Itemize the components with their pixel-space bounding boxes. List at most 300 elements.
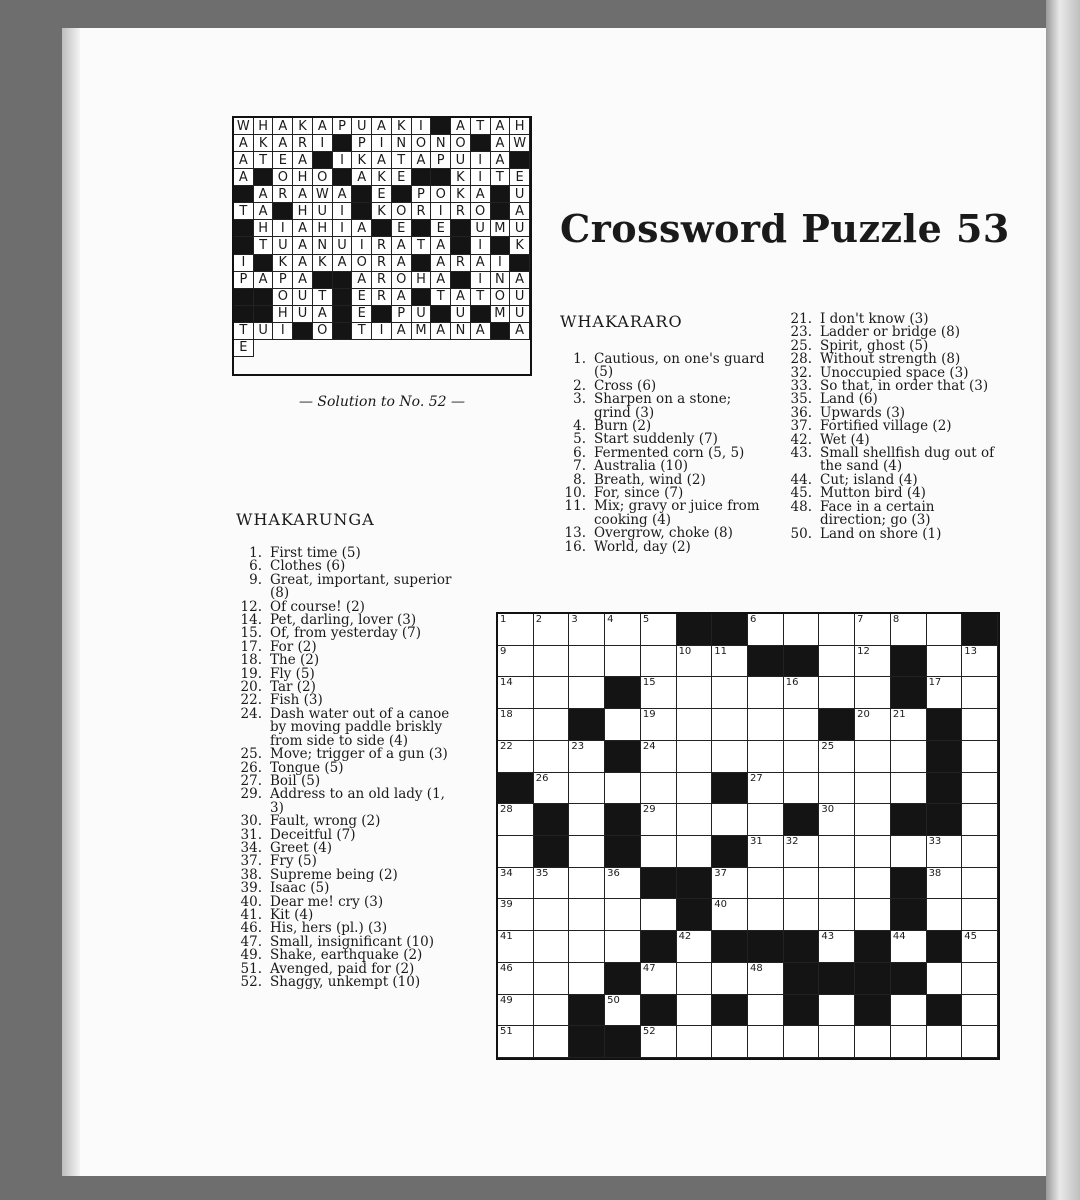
- puzzle-cell[interactable]: [819, 804, 855, 836]
- clue-number: 38: [928, 867, 942, 879]
- clue-number: 46: [500, 962, 513, 974]
- clue-text: Mix; gravy or juice from cooking (4): [594, 498, 760, 528]
- puzzle-black-cell: [569, 995, 605, 1027]
- clue-text: Fortified village (2): [820, 418, 952, 435]
- puzzle-cell[interactable]: [927, 836, 963, 868]
- puzzle-black-cell: [855, 931, 891, 963]
- puzzle-cell[interactable]: [677, 709, 713, 741]
- solution-letter-cell: T: [491, 169, 511, 186]
- clue-text: Dash water out of a canoe by moving paddle briskly from side to side (4): [270, 705, 450, 749]
- puzzle-black-cell: [677, 899, 713, 931]
- puzzle-cell[interactable]: [819, 614, 855, 646]
- solution-letter-cell: K: [313, 255, 333, 272]
- puzzle-cell[interactable]: [819, 868, 855, 900]
- puzzle-cell[interactable]: [605, 931, 641, 963]
- clue-number: 17.: [240, 638, 262, 655]
- puzzle-cell[interactable]: [677, 677, 713, 709]
- puzzle-cell[interactable]: [677, 963, 713, 995]
- solution-letter-cell: A: [412, 152, 432, 169]
- puzzle-cell[interactable]: [569, 836, 605, 868]
- puzzle-cell[interactable]: [855, 709, 891, 741]
- clue-item: [236, 866, 454, 883]
- puzzle-cell[interactable]: [498, 677, 534, 709]
- puzzle-cell[interactable]: [534, 1026, 570, 1058]
- puzzle-cell[interactable]: [712, 804, 748, 836]
- puzzle-cell[interactable]: [748, 899, 784, 931]
- puzzle-cell[interactable]: [534, 741, 570, 773]
- solution-letter-cell: P: [352, 135, 372, 152]
- puzzle-cell[interactable]: [677, 931, 713, 963]
- puzzle-cell[interactable]: [712, 741, 748, 773]
- solution-black-cell: [234, 306, 254, 323]
- solution-letter-cell: O: [491, 289, 511, 306]
- clue-number: 1.: [573, 351, 586, 367]
- puzzle-cell[interactable]: [962, 709, 998, 741]
- puzzle-black-cell: [891, 899, 927, 931]
- clue-item: [236, 839, 454, 856]
- solution-letter-cell: W: [234, 118, 254, 135]
- puzzle-cell[interactable]: [819, 931, 855, 963]
- solution-letter-cell: H: [510, 118, 530, 135]
- solution-letter-cell: H: [254, 118, 274, 135]
- puzzle-black-cell: [927, 995, 963, 1027]
- puzzle-cell[interactable]: [677, 804, 713, 836]
- clue-number: 4: [607, 614, 614, 625]
- clue-text: Dear me! cry (3): [270, 893, 384, 910]
- puzzle-cell[interactable]: [712, 868, 748, 900]
- solution-letter-cell: A: [431, 237, 451, 254]
- clue-number: 10.: [564, 485, 586, 502]
- clue-text: His, hers (pl.) (3): [270, 920, 388, 937]
- solution-letter-cell: K: [273, 255, 293, 272]
- puzzle-cell[interactable]: [748, 804, 784, 836]
- solution-letter-cell: A: [254, 203, 274, 220]
- puzzle-cell[interactable]: [748, 614, 784, 646]
- solution-letter-cell: U: [510, 289, 530, 306]
- clue-number: 15: [642, 677, 656, 689]
- puzzle-cell[interactable]: [927, 1026, 963, 1058]
- puzzle-cell[interactable]: [712, 677, 748, 709]
- puzzle-cell[interactable]: [891, 773, 927, 805]
- clue-number: 31.: [240, 826, 262, 843]
- puzzle-cell[interactable]: [534, 709, 570, 741]
- puzzle-black-cell: [819, 709, 855, 741]
- clue-number: 17: [928, 677, 942, 689]
- puzzle-cell[interactable]: [927, 646, 963, 678]
- solution-black-cell: [234, 220, 254, 237]
- puzzle-cell[interactable]: [498, 963, 534, 995]
- puzzle-cell[interactable]: [855, 773, 891, 805]
- solution-letter-cell: U: [510, 306, 530, 323]
- clue-number: 31: [750, 835, 763, 847]
- puzzle-black-cell: [498, 773, 534, 805]
- solution-letter-cell: R: [372, 272, 392, 289]
- puzzle-cell[interactable]: [962, 836, 998, 868]
- solution-letter-cell: T: [254, 237, 274, 254]
- puzzle-cell[interactable]: [748, 995, 784, 1027]
- clue-item: [786, 420, 1000, 433]
- puzzle-cell[interactable]: [641, 963, 677, 995]
- puzzle-cell[interactable]: [677, 646, 713, 678]
- puzzle-cell[interactable]: [641, 804, 677, 836]
- puzzle-cell[interactable]: [712, 709, 748, 741]
- solution-black-cell: [254, 169, 274, 186]
- solution-letter-cell: T: [471, 289, 491, 306]
- solution-letter-cell: O: [451, 135, 471, 152]
- clue-text: For (2): [270, 638, 317, 655]
- puzzle-cell[interactable]: [641, 709, 677, 741]
- puzzle-cell[interactable]: [962, 899, 998, 931]
- clue-text: Small, insignificant (10): [270, 933, 434, 950]
- puzzle-cell[interactable]: [962, 773, 998, 805]
- puzzle-black-cell: [927, 741, 963, 773]
- solution-letter-cell: T: [234, 323, 254, 340]
- page-title: Crossword Puzzle 53: [560, 206, 1010, 251]
- puzzle-cell[interactable]: [891, 1026, 927, 1058]
- puzzle-cell[interactable]: [784, 709, 820, 741]
- solution-black-cell: [372, 306, 392, 323]
- clue-item: [236, 547, 454, 560]
- clue-text: Cut; island (4): [820, 471, 918, 488]
- clue-text: Cross (6): [594, 377, 657, 394]
- clue-number: 35: [535, 867, 549, 879]
- puzzle-cell[interactable]: [855, 614, 891, 646]
- puzzle-black-cell: [927, 931, 963, 963]
- puzzle-cell[interactable]: [855, 677, 891, 709]
- solution-letter-cell: A: [392, 255, 412, 272]
- solution-letter-cell: W: [313, 186, 333, 203]
- solution-letter-cell: R: [293, 135, 313, 152]
- puzzle-cell[interactable]: [819, 741, 855, 773]
- solution-letter-cell: U: [293, 306, 313, 323]
- solution-letter-cell: O: [392, 272, 412, 289]
- clue-number: 11.: [564, 498, 586, 515]
- puzzle-cell[interactable]: [534, 899, 570, 931]
- puzzle-cell[interactable]: [498, 646, 534, 678]
- clue-text: The (2): [270, 652, 320, 669]
- puzzle-cell[interactable]: [534, 931, 570, 963]
- puzzle-cell[interactable]: [891, 614, 927, 646]
- solution-letter-cell: N: [451, 323, 471, 340]
- clue-text: Tar (2): [270, 679, 316, 696]
- puzzle-cell[interactable]: [569, 963, 605, 995]
- puzzle-cell[interactable]: [534, 868, 570, 900]
- clue-number: 28.: [790, 351, 812, 368]
- clue-number: 24: [642, 740, 656, 752]
- down-heading: WHAKARARO: [560, 312, 683, 331]
- solution-letter-cell: A: [293, 152, 313, 169]
- puzzle-black-cell: [641, 995, 677, 1027]
- puzzle-cell[interactable]: [498, 1026, 534, 1058]
- solution-letter-cell: I: [471, 272, 491, 289]
- puzzle-cell[interactable]: [641, 646, 677, 678]
- puzzle-cell[interactable]: [605, 709, 641, 741]
- clue-text: Fault, wrong (2): [270, 813, 381, 830]
- puzzle-cell[interactable]: [641, 677, 677, 709]
- puzzle-cell[interactable]: [962, 1026, 998, 1058]
- puzzle-cell[interactable]: [784, 899, 820, 931]
- puzzle-cell[interactable]: [498, 995, 534, 1027]
- solution-letter-cell: M: [491, 220, 511, 237]
- puzzle-cell[interactable]: [677, 995, 713, 1027]
- puzzle-cell[interactable]: [569, 868, 605, 900]
- puzzle-cell[interactable]: [534, 614, 570, 646]
- clue-number: 40.: [240, 893, 262, 910]
- puzzle-cell[interactable]: [569, 614, 605, 646]
- puzzle-cell[interactable]: [855, 899, 891, 931]
- clue-number: 33.: [790, 378, 812, 395]
- puzzle-black-cell: [712, 995, 748, 1027]
- puzzle-cell[interactable]: [748, 868, 784, 900]
- clue-number: 52.: [240, 974, 262, 990]
- puzzle-cell[interactable]: [498, 899, 534, 931]
- across-clues: [236, 547, 454, 989]
- puzzle-cell[interactable]: [784, 836, 820, 868]
- puzzle-cell[interactable]: [677, 773, 713, 805]
- puzzle-cell[interactable]: [855, 804, 891, 836]
- puzzle-cell[interactable]: [962, 931, 998, 963]
- puzzle-cell[interactable]: [784, 677, 820, 709]
- solution-letter-cell: K: [293, 118, 313, 135]
- puzzle-cell[interactable]: [677, 836, 713, 868]
- puzzle-cell[interactable]: [677, 741, 713, 773]
- puzzle-cell[interactable]: [962, 995, 998, 1027]
- puzzle-cell[interactable]: [891, 741, 927, 773]
- puzzle-cell[interactable]: [605, 646, 641, 678]
- clue-item: [560, 353, 772, 380]
- puzzle-cell[interactable]: [498, 614, 534, 646]
- clue-text: Shake, earthquake (2): [270, 947, 423, 964]
- puzzle-black-cell: [712, 614, 748, 646]
- clue-number: 7: [857, 614, 864, 625]
- puzzle-cell[interactable]: [927, 868, 963, 900]
- solution-letter-cell: P: [412, 186, 432, 203]
- puzzle-cell[interactable]: [641, 836, 677, 868]
- puzzle-cell[interactable]: [605, 868, 641, 900]
- solution-black-cell: [333, 169, 353, 186]
- puzzle-cell[interactable]: [605, 773, 641, 805]
- clue-item: [236, 638, 454, 655]
- puzzle-cell[interactable]: [748, 963, 784, 995]
- puzzle-cell[interactable]: [534, 677, 570, 709]
- puzzle-cell[interactable]: [641, 899, 677, 931]
- clue-number: 50.: [790, 525, 812, 542]
- solution-letter-cell: H: [254, 220, 274, 237]
- puzzle-cell[interactable]: [962, 646, 998, 678]
- puzzle-black-cell: [855, 995, 891, 1027]
- clue-text: Of course! (2): [270, 598, 365, 615]
- solution-letter-cell: K: [451, 169, 471, 186]
- solution-letter-cell: A: [234, 169, 254, 186]
- solution-letter-cell: A: [510, 203, 530, 220]
- solution-letter-cell: O: [352, 255, 372, 272]
- puzzle-black-cell: [891, 868, 927, 900]
- puzzle-cell[interactable]: [534, 646, 570, 678]
- puzzle-cell[interactable]: [819, 646, 855, 678]
- puzzle-cell[interactable]: [891, 995, 927, 1027]
- solution-black-cell: [510, 152, 530, 169]
- puzzle-cell[interactable]: [891, 931, 927, 963]
- solution-letter-cell: A: [491, 152, 511, 169]
- puzzle-cell[interactable]: [855, 868, 891, 900]
- puzzle-cell[interactable]: [784, 868, 820, 900]
- puzzle-cell[interactable]: [641, 1026, 677, 1058]
- puzzle-cell[interactable]: [498, 741, 534, 773]
- puzzle-cell[interactable]: [962, 677, 998, 709]
- puzzle-cell[interactable]: [748, 741, 784, 773]
- puzzle-cell[interactable]: [819, 836, 855, 868]
- puzzle-cell[interactable]: [712, 963, 748, 995]
- puzzle-cell[interactable]: [641, 741, 677, 773]
- puzzle-cell[interactable]: [962, 741, 998, 773]
- clue-item: [236, 826, 454, 843]
- solution-letter-cell: E: [273, 152, 293, 169]
- puzzle-cell[interactable]: [784, 741, 820, 773]
- puzzle-cell[interactable]: [712, 899, 748, 931]
- puzzle-cell[interactable]: [927, 899, 963, 931]
- solution-letter-cell: T: [431, 289, 451, 306]
- puzzle-black-cell: [927, 709, 963, 741]
- clue-item: [560, 538, 772, 555]
- puzzle-cell[interactable]: [569, 646, 605, 678]
- clue-text: Tongue (5): [270, 759, 344, 776]
- clue-number: 1.: [249, 545, 262, 561]
- puzzle-cell[interactable]: [605, 995, 641, 1027]
- puzzle-cell[interactable]: [498, 931, 534, 963]
- clue-text: For, since (7): [594, 485, 684, 502]
- clue-number: 36.: [790, 404, 812, 421]
- puzzle-black-cell: [712, 836, 748, 868]
- puzzle-cell[interactable]: [605, 614, 641, 646]
- puzzle-cell[interactable]: [534, 963, 570, 995]
- puzzle-cell[interactable]: [641, 773, 677, 805]
- puzzle-cell[interactable]: [962, 868, 998, 900]
- puzzle-cell[interactable]: [534, 773, 570, 805]
- clue-text: Cautious, on one's guard (5): [594, 351, 765, 381]
- puzzle-cell[interactable]: [819, 899, 855, 931]
- solution-letter-cell: U: [510, 186, 530, 203]
- puzzle-cell[interactable]: [855, 836, 891, 868]
- solution-letter-cell: A: [372, 152, 392, 169]
- puzzle-cell[interactable]: [748, 677, 784, 709]
- puzzle-cell[interactable]: [534, 995, 570, 1027]
- clue-number: 27: [750, 772, 763, 784]
- solution-letter-cell: E: [392, 169, 412, 186]
- solution-letter-cell: O: [273, 169, 293, 186]
- puzzle-cell[interactable]: [855, 1026, 891, 1058]
- clue-item: [236, 976, 454, 989]
- solution-letter-cell: U: [254, 323, 274, 340]
- solution-letter-cell: I: [372, 135, 392, 152]
- clue-number: 6.: [573, 444, 586, 461]
- solution-black-cell: [372, 220, 392, 237]
- puzzle-cell[interactable]: [819, 1026, 855, 1058]
- puzzle-cell[interactable]: [748, 1026, 784, 1058]
- solution-letter-cell: U: [313, 203, 333, 220]
- puzzle-cell[interactable]: [569, 741, 605, 773]
- puzzle-cell[interactable]: [927, 614, 963, 646]
- solution-letter-cell: A: [451, 289, 471, 306]
- clue-item: [236, 705, 454, 749]
- puzzle-cell[interactable]: [927, 963, 963, 995]
- puzzle-cell[interactable]: [748, 773, 784, 805]
- clue-number: 32: [785, 835, 799, 847]
- solution-black-cell: [352, 186, 372, 203]
- clue-number: 25.: [790, 337, 812, 354]
- clue-number: 30.: [240, 813, 262, 830]
- solution-black-cell: [451, 237, 471, 254]
- clue-item: [560, 393, 772, 420]
- solution-letter-cell: A: [333, 186, 353, 203]
- puzzle-cell[interactable]: [569, 931, 605, 963]
- solution-letter-cell: I: [234, 255, 254, 272]
- puzzle-cell[interactable]: [855, 646, 891, 678]
- puzzle-cell[interactable]: [569, 899, 605, 931]
- solution-letter-cell: E: [352, 289, 372, 306]
- clue-text: Ladder or bridge (8): [820, 324, 961, 341]
- puzzle-cell[interactable]: [962, 963, 998, 995]
- solution-letter-cell: K: [451, 186, 471, 203]
- puzzle-cell[interactable]: [498, 868, 534, 900]
- clue-number: 5: [642, 614, 650, 625]
- puzzle-cell[interactable]: [819, 773, 855, 805]
- puzzle-cell[interactable]: [498, 804, 534, 836]
- puzzle-black-cell: [677, 868, 713, 900]
- puzzle-cell[interactable]: [605, 899, 641, 931]
- puzzle-cell[interactable]: [784, 773, 820, 805]
- solution-letter-cell: A: [491, 118, 511, 135]
- puzzle-black-cell: [891, 963, 927, 995]
- puzzle-cell[interactable]: [748, 836, 784, 868]
- puzzle-cell[interactable]: [677, 1026, 713, 1058]
- puzzle-cell[interactable]: [819, 995, 855, 1027]
- solution-letter-cell: O: [273, 289, 293, 306]
- puzzle-cell[interactable]: [748, 709, 784, 741]
- puzzle-black-cell: [605, 677, 641, 709]
- puzzle-cell[interactable]: [784, 1026, 820, 1058]
- puzzle-cell[interactable]: [569, 773, 605, 805]
- clue-number: 36: [607, 867, 620, 879]
- clue-item: [560, 500, 772, 527]
- puzzle-black-cell: [677, 614, 713, 646]
- solution-black-cell: [431, 306, 451, 323]
- puzzle-cell[interactable]: [819, 677, 855, 709]
- puzzle-cell[interactable]: [891, 709, 927, 741]
- puzzle-cell[interactable]: [712, 1026, 748, 1058]
- solution-black-cell: [451, 220, 471, 237]
- clue-number: 6.: [249, 558, 262, 575]
- solution-black-cell: [254, 289, 274, 306]
- clue-text: Address to an old lady (1, 3): [270, 786, 445, 816]
- puzzle-cell[interactable]: [712, 646, 748, 678]
- puzzle-cell[interactable]: [784, 614, 820, 646]
- puzzle-cell[interactable]: [891, 836, 927, 868]
- puzzle-cell[interactable]: [569, 804, 605, 836]
- puzzle-cell[interactable]: [498, 836, 534, 868]
- puzzle-cell[interactable]: [641, 614, 677, 646]
- puzzle-cell[interactable]: [569, 677, 605, 709]
- puzzle-cell[interactable]: [962, 804, 998, 836]
- puzzle-black-cell: [605, 804, 641, 836]
- solution-letter-cell: O: [313, 169, 333, 186]
- puzzle-cell[interactable]: [498, 709, 534, 741]
- solution-letter-cell: I: [333, 220, 353, 237]
- solution-letter-cell: P: [273, 272, 293, 289]
- clue-number: 21: [892, 709, 906, 721]
- solution-letter-cell: K: [352, 152, 372, 169]
- puzzle-cell[interactable]: [927, 677, 963, 709]
- puzzle-cell[interactable]: [855, 741, 891, 773]
